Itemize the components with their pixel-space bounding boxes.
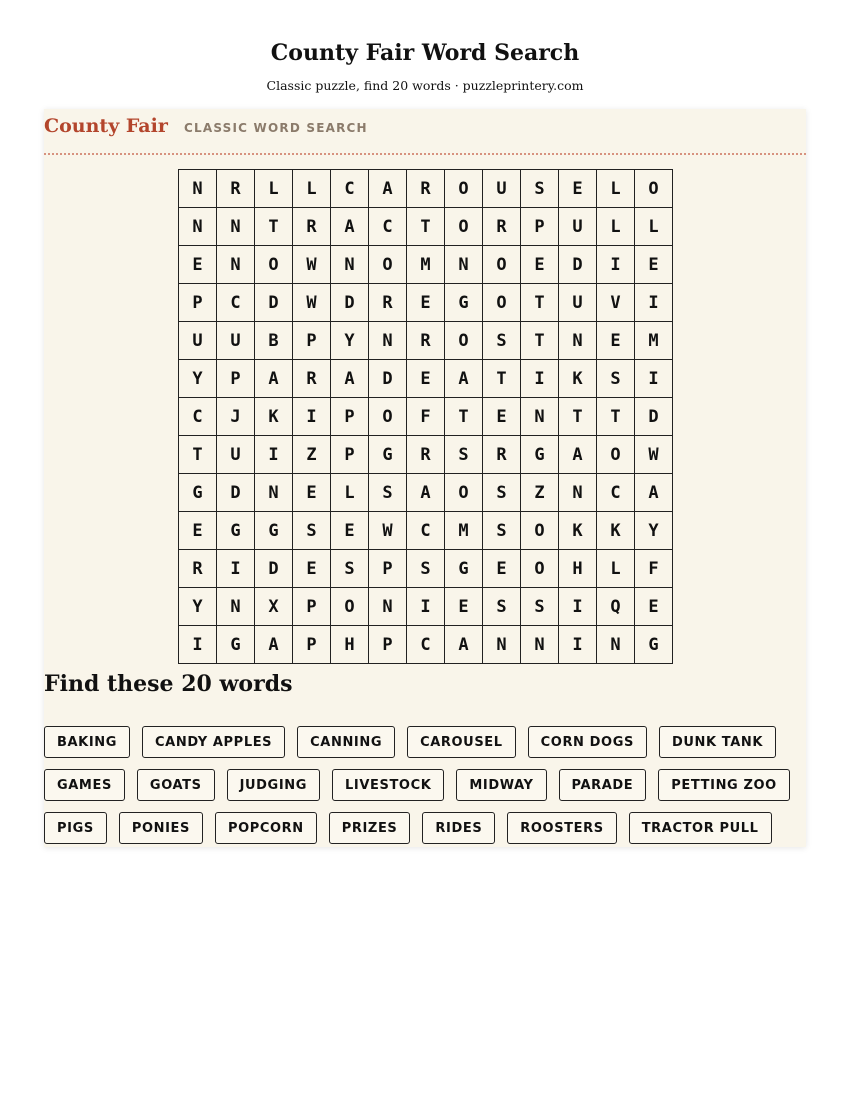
word-chip[interactable]: DUNK TANK: [659, 726, 776, 758]
grid-cell[interactable]: E: [445, 588, 483, 626]
grid-cell[interactable]: O: [331, 588, 369, 626]
grid-cell[interactable]: I: [179, 626, 217, 664]
grid-cell[interactable]: I: [559, 626, 597, 664]
grid-cell[interactable]: G: [635, 626, 673, 664]
grid-cell[interactable]: E: [559, 170, 597, 208]
word-chip[interactable]: PONIES: [119, 812, 203, 844]
grid-row: [179, 398, 673, 436]
words-heading: Find these 20 words: [44, 671, 293, 697]
grid-cell[interactable]: C: [217, 284, 255, 322]
word-chip[interactable]: JUDGING: [227, 769, 320, 801]
word-chip[interactable]: ROOSTERS: [507, 812, 616, 844]
grid-row: [179, 626, 673, 664]
grid-cell[interactable]: P: [331, 398, 369, 436]
word-chip[interactable]: BAKING: [44, 726, 130, 758]
grid-cell[interactable]: M: [445, 512, 483, 550]
grid-cell[interactable]: H: [559, 550, 597, 588]
grid-cell[interactable]: S: [483, 322, 521, 360]
grid-cell[interactable]: O: [521, 512, 559, 550]
grid-cell[interactable]: E: [483, 398, 521, 436]
grid-cell[interactable]: D: [559, 246, 597, 284]
grid-cell[interactable]: P: [293, 588, 331, 626]
grid-cell[interactable]: N: [521, 398, 559, 436]
grid-cell[interactable]: A: [445, 626, 483, 664]
grid-cell[interactable]: A: [369, 170, 407, 208]
grid-cell[interactable]: A: [407, 474, 445, 512]
grid-cell[interactable]: A: [331, 208, 369, 246]
grid-cell[interactable]: U: [179, 322, 217, 360]
grid-cell[interactable]: R: [179, 550, 217, 588]
grid-row: [179, 246, 673, 284]
grid-cell[interactable]: G: [217, 512, 255, 550]
grid-cell[interactable]: O: [369, 246, 407, 284]
grid-cell[interactable]: O: [445, 170, 483, 208]
grid-cell[interactable]: S: [597, 360, 635, 398]
grid-cell[interactable]: Y: [331, 322, 369, 360]
grid-cell[interactable]: U: [559, 284, 597, 322]
grid-cell[interactable]: I: [217, 550, 255, 588]
grid-cell[interactable]: F: [407, 398, 445, 436]
grid-cell[interactable]: R: [369, 284, 407, 322]
grid-cell[interactable]: R: [407, 436, 445, 474]
grid-cell[interactable]: S: [521, 170, 559, 208]
grid-cell[interactable]: X: [255, 588, 293, 626]
grid-cell[interactable]: R: [293, 360, 331, 398]
grid-cell[interactable]: O: [521, 550, 559, 588]
grid-cell[interactable]: I: [635, 360, 673, 398]
grid-cell[interactable]: N: [255, 474, 293, 512]
grid-cell[interactable]: N: [369, 322, 407, 360]
card-header: [44, 109, 806, 155]
grid-cell[interactable]: O: [255, 246, 293, 284]
grid-row: [179, 208, 673, 246]
word-chip[interactable]: GAMES: [44, 769, 125, 801]
grid-cell[interactable]: T: [255, 208, 293, 246]
grid-cell[interactable]: K: [559, 512, 597, 550]
grid-cell[interactable]: N: [179, 208, 217, 246]
grid-cell[interactable]: D: [255, 550, 293, 588]
grid-row: [179, 512, 673, 550]
page-subtitle: Classic puzzle, find 20 words · puzzleprintery.com: [266, 78, 584, 93]
word-chip[interactable]: MIDWAY: [456, 769, 546, 801]
grid-cell[interactable]: T: [483, 360, 521, 398]
page-title: County Fair Word Search: [270, 40, 580, 66]
grid-cell[interactable]: O: [445, 322, 483, 360]
grid-cell[interactable]: U: [217, 436, 255, 474]
brand-tagline: CLASSIC WORD SEARCH: [184, 121, 368, 135]
grid-cell[interactable]: N: [559, 474, 597, 512]
grid-cell[interactable]: G: [521, 436, 559, 474]
grid-cell[interactable]: R: [407, 170, 445, 208]
grid-cell[interactable]: N: [217, 208, 255, 246]
grid-cell[interactable]: O: [369, 398, 407, 436]
grid-row: [179, 588, 673, 626]
grid-cell[interactable]: C: [407, 512, 445, 550]
word-chip[interactable]: CANNING: [297, 726, 395, 758]
grid-row: [179, 170, 673, 208]
grid-cell[interactable]: S: [521, 588, 559, 626]
grid-cell[interactable]: C: [407, 626, 445, 664]
grid-row: [179, 284, 673, 322]
grid-cell[interactable]: P: [369, 550, 407, 588]
grid-cell[interactable]: G: [255, 512, 293, 550]
grid-cell[interactable]: D: [331, 284, 369, 322]
grid-cell[interactable]: D: [217, 474, 255, 512]
grid-cell[interactable]: T: [179, 436, 217, 474]
grid-cell[interactable]: S: [293, 512, 331, 550]
grid-cell[interactable]: L: [255, 170, 293, 208]
grid-cell[interactable]: T: [521, 322, 559, 360]
grid-cell[interactable]: T: [521, 284, 559, 322]
grid-cell[interactable]: R: [483, 208, 521, 246]
grid-cell[interactable]: N: [369, 588, 407, 626]
grid-cell[interactable]: E: [597, 322, 635, 360]
grid-cell[interactable]: O: [445, 208, 483, 246]
grid-cell[interactable]: Z: [521, 474, 559, 512]
grid-cell[interactable]: A: [635, 474, 673, 512]
grid-cell[interactable]: K: [597, 512, 635, 550]
grid-cell[interactable]: E: [293, 550, 331, 588]
grid-cell[interactable]: L: [293, 170, 331, 208]
puzzle-card: [44, 109, 806, 847]
grid-cell[interactable]: L: [635, 208, 673, 246]
grid-cell[interactable]: N: [445, 246, 483, 284]
grid-cell[interactable]: I: [635, 284, 673, 322]
word-chip[interactable]: PIGS: [44, 812, 107, 844]
grid-cell[interactable]: N: [559, 322, 597, 360]
grid-cell[interactable]: P: [217, 360, 255, 398]
brand-title: County Fair: [44, 115, 168, 137]
grid-cell[interactable]: T: [407, 208, 445, 246]
word-chip[interactable]: POPCORN: [215, 812, 317, 844]
word-chip[interactable]: CANDY APPLES: [142, 726, 285, 758]
grid-cell[interactable]: K: [255, 398, 293, 436]
grid-cell[interactable]: V: [597, 284, 635, 322]
grid-cell[interactable]: A: [445, 360, 483, 398]
grid-cell[interactable]: I: [255, 436, 293, 474]
grid-cell[interactable]: R: [217, 170, 255, 208]
grid-cell[interactable]: Y: [635, 512, 673, 550]
grid-row: [179, 322, 673, 360]
grid-row: [179, 474, 673, 512]
grid-cell[interactable]: A: [255, 626, 293, 664]
grid-cell[interactable]: E: [293, 474, 331, 512]
grid-cell[interactable]: L: [331, 474, 369, 512]
word-row: [44, 726, 806, 760]
word-chip[interactable]: TRACTOR PULL: [629, 812, 772, 844]
grid-cell[interactable]: W: [635, 436, 673, 474]
grid-cell[interactable]: O: [597, 436, 635, 474]
grid-cell[interactable]: A: [559, 436, 597, 474]
word-chip[interactable]: PARADE: [559, 769, 647, 801]
grid-cell[interactable]: A: [331, 360, 369, 398]
grid-cell[interactable]: I: [559, 588, 597, 626]
grid-cell[interactable]: E: [521, 246, 559, 284]
grid-cell[interactable]: O: [445, 474, 483, 512]
grid-cell[interactable]: N: [483, 626, 521, 664]
grid-cell[interactable]: G: [445, 284, 483, 322]
grid-cell[interactable]: E: [179, 512, 217, 550]
grid-cell[interactable]: N: [597, 626, 635, 664]
grid-cell[interactable]: E: [635, 246, 673, 284]
grid-cell[interactable]: J: [217, 398, 255, 436]
grid-cell[interactable]: N: [217, 246, 255, 284]
grid-cell[interactable]: S: [331, 550, 369, 588]
grid-cell[interactable]: I: [407, 588, 445, 626]
grid-cell[interactable]: M: [635, 322, 673, 360]
grid-cell[interactable]: D: [255, 284, 293, 322]
grid-cell[interactable]: U: [483, 170, 521, 208]
word-chip[interactable]: PRIZES: [329, 812, 411, 844]
grid-cell[interactable]: E: [483, 550, 521, 588]
grid-cell[interactable]: E: [407, 284, 445, 322]
grid-cell[interactable]: I: [293, 398, 331, 436]
grid-cell[interactable]: W: [293, 246, 331, 284]
grid-cell[interactable]: G: [369, 436, 407, 474]
grid-cell[interactable]: E: [331, 512, 369, 550]
grid-cell[interactable]: P: [293, 626, 331, 664]
grid-cell[interactable]: F: [635, 550, 673, 588]
grid-row: [179, 360, 673, 398]
grid-cell[interactable]: O: [483, 284, 521, 322]
grid-cell[interactable]: S: [483, 474, 521, 512]
grid-cell[interactable]: U: [217, 322, 255, 360]
grid-cell[interactable]: S: [369, 474, 407, 512]
word-row: [44, 812, 806, 846]
grid-cell[interactable]: I: [521, 360, 559, 398]
grid-cell[interactable]: N: [179, 170, 217, 208]
grid-cell[interactable]: L: [597, 208, 635, 246]
grid-cell[interactable]: C: [179, 398, 217, 436]
grid-cell[interactable]: Q: [597, 588, 635, 626]
grid-cell[interactable]: T: [445, 398, 483, 436]
grid-cell[interactable]: S: [407, 550, 445, 588]
grid-cell[interactable]: S: [483, 512, 521, 550]
grid-cell[interactable]: R: [407, 322, 445, 360]
grid-cell[interactable]: W: [293, 284, 331, 322]
grid-cell[interactable]: D: [635, 398, 673, 436]
grid-cell[interactable]: P: [331, 436, 369, 474]
grid-cell[interactable]: Z: [293, 436, 331, 474]
grid-cell[interactable]: E: [635, 588, 673, 626]
grid-cell[interactable]: G: [445, 550, 483, 588]
grid-cell[interactable]: P: [179, 284, 217, 322]
grid-cell[interactable]: Y: [179, 360, 217, 398]
word-list: [44, 726, 806, 855]
grid-cell[interactable]: N: [217, 588, 255, 626]
word-row: [44, 769, 806, 803]
grid-cell[interactable]: S: [483, 588, 521, 626]
grid-cell[interactable]: R: [293, 208, 331, 246]
grid-cell[interactable]: G: [179, 474, 217, 512]
word-chip[interactable]: PETTING ZOO: [658, 769, 789, 801]
grid-cell[interactable]: G: [217, 626, 255, 664]
grid-cell[interactable]: C: [369, 208, 407, 246]
grid-cell[interactable]: U: [559, 208, 597, 246]
grid-cell[interactable]: R: [483, 436, 521, 474]
grid-cell[interactable]: O: [483, 246, 521, 284]
grid-cell[interactable]: M: [407, 246, 445, 284]
grid-cell[interactable]: T: [559, 398, 597, 436]
grid-cell[interactable]: W: [369, 512, 407, 550]
word-chip[interactable]: LIVESTOCK: [332, 769, 444, 801]
grid-row: [179, 550, 673, 588]
grid-cell[interactable]: P: [521, 208, 559, 246]
grid-cell[interactable]: N: [331, 246, 369, 284]
grid-cell[interactable]: E: [407, 360, 445, 398]
word-chip[interactable]: CAROUSEL: [407, 726, 516, 758]
grid-cell[interactable]: K: [559, 360, 597, 398]
grid-cell[interactable]: A: [255, 360, 293, 398]
grid-cell[interactable]: P: [369, 626, 407, 664]
grid-cell[interactable]: L: [597, 170, 635, 208]
grid-cell[interactable]: I: [597, 246, 635, 284]
grid-cell[interactable]: L: [597, 550, 635, 588]
grid-cell[interactable]: S: [445, 436, 483, 474]
grid-cell[interactable]: O: [635, 170, 673, 208]
word-chip[interactable]: GOATS: [137, 769, 215, 801]
grid-row: [179, 436, 673, 474]
grid-cell[interactable]: Y: [179, 588, 217, 626]
grid-cell[interactable]: T: [597, 398, 635, 436]
grid-cell[interactable]: C: [597, 474, 635, 512]
letter-grid: [178, 169, 673, 664]
word-chip[interactable]: RIDES: [422, 812, 495, 844]
grid-cell[interactable]: E: [179, 246, 217, 284]
grid-cell[interactable]: D: [369, 360, 407, 398]
grid-cell[interactable]: P: [293, 322, 331, 360]
grid-cell[interactable]: B: [255, 322, 293, 360]
word-chip[interactable]: CORN DOGS: [528, 726, 647, 758]
grid-cell[interactable]: N: [521, 626, 559, 664]
grid-cell[interactable]: H: [331, 626, 369, 664]
grid-cell[interactable]: C: [331, 170, 369, 208]
